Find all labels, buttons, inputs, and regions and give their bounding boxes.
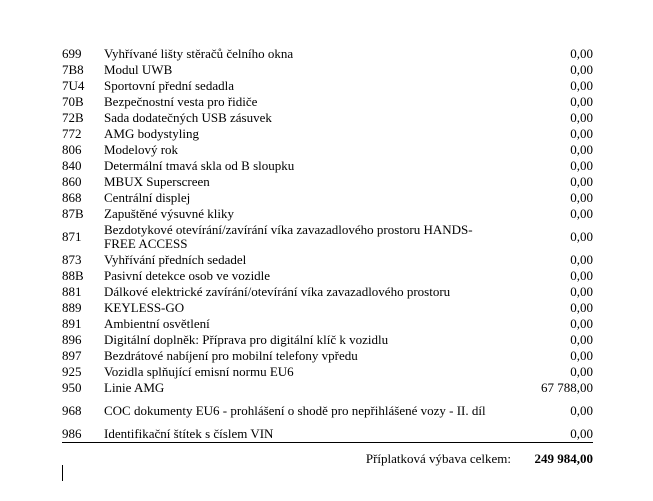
item-code: 968: [62, 403, 82, 418]
item-description: Pasivní detekce osob ve vozidle: [104, 268, 271, 283]
item-price: 0,00: [570, 284, 593, 299]
item-code: 840: [62, 158, 82, 173]
table-row: [62, 426, 593, 443]
item-description: Identifikační štítek s číslem VIN: [104, 426, 508, 443]
table-row: [62, 78, 593, 94]
item-code: 881: [62, 284, 82, 299]
table-row: [62, 396, 593, 426]
item-code: 873: [62, 252, 82, 267]
item-price: 0,00: [570, 62, 593, 77]
item-code: 88B: [62, 268, 84, 283]
item-price: 0,00: [570, 142, 593, 157]
item-code: 925: [62, 364, 82, 379]
table-row: [62, 316, 593, 332]
table-row: [62, 190, 593, 206]
item-code: 7B8: [62, 62, 84, 77]
table-row: [62, 142, 593, 158]
item-price: 0,00: [570, 300, 593, 315]
item-price: 0,00: [570, 126, 593, 141]
table-row: [62, 94, 593, 110]
item-description: Sada dodatečných USB zásuvek: [104, 110, 272, 125]
item-description: MBUX Superscreen: [104, 174, 210, 189]
item-code: 72B: [62, 110, 84, 125]
item-price: 0,00: [570, 158, 593, 173]
item-description: Linie AMG: [104, 380, 165, 395]
table-row: [62, 174, 593, 190]
table-row: [62, 62, 593, 78]
item-code: 806: [62, 142, 82, 157]
item-code: 986: [62, 426, 104, 443]
item-price: 0,00: [570, 403, 593, 418]
table-row: [62, 332, 593, 348]
item-code: 868: [62, 190, 82, 205]
item-price: 0,00: [570, 332, 593, 347]
item-description: Bezdrátové nabíjení pro mobilní telefony vpředu: [104, 348, 358, 363]
table-row: [62, 268, 593, 284]
item-price: 0,00: [570, 174, 593, 189]
item-description: Modul UWB: [104, 62, 173, 77]
item-description: Vyhřívání předních sedadel: [104, 252, 247, 267]
item-description: Sportovní přední sedadla: [104, 78, 234, 93]
item-price: 0,00: [570, 190, 593, 205]
text-cursor[interactable]: [62, 465, 63, 481]
table-row: [62, 252, 593, 268]
item-price: 0,00: [570, 46, 593, 61]
table-row: [62, 46, 593, 62]
item-code: 889: [62, 300, 82, 315]
item-code: 896: [62, 332, 82, 347]
item-description: Vozidla splňující emisní normu EU6: [104, 364, 294, 379]
table-row: [62, 110, 593, 126]
item-description: Ambientní osvětlení: [104, 316, 210, 331]
item-price: 67 788,00: [541, 380, 593, 395]
item-code: 772: [62, 126, 82, 141]
item-code: 7U4: [62, 78, 85, 93]
table-row: [62, 206, 593, 222]
item-price: 0,00: [570, 94, 593, 109]
item-description: COC dokumenty EU6 - prohlášení o shodě pro nepřihlášené vozy - II. díl: [104, 403, 486, 418]
table-row: [62, 158, 593, 174]
item-description: KEYLESS-GO: [104, 300, 185, 315]
item-price: 0,00: [570, 206, 593, 221]
table-row: [62, 364, 593, 380]
item-description: Digitální doplněk: Příprava pro digitální klíč k vozidlu: [104, 332, 389, 347]
table-row: [62, 380, 593, 396]
total-row: [62, 451, 593, 467]
item-code: 891: [62, 316, 82, 331]
item-code: 860: [62, 174, 82, 189]
item-price: 0,00: [570, 78, 593, 93]
table-row: [62, 300, 593, 316]
equipment-table: [62, 46, 593, 443]
table-row: [62, 348, 593, 364]
item-code: 699: [62, 46, 82, 61]
item-description: Bezpečnostní vesta pro řidiče: [104, 94, 258, 109]
total-label: Příplatková výbava celkem:: [365, 451, 511, 466]
item-price: 0,00: [570, 229, 593, 244]
item-code: 87B: [62, 206, 84, 221]
item-price: 0,00: [570, 348, 593, 363]
item-price: 0,00: [570, 364, 593, 379]
item-code: 897: [62, 348, 82, 363]
item-price: 0,00: [570, 252, 593, 267]
item-description: Dálkové elektrické zavírání/otevírání víka zavazadlového prostoru: [104, 284, 451, 299]
item-price: 0,00: [570, 316, 593, 331]
item-price: 0,00: [570, 268, 593, 283]
item-description: Zapuštěné výsuvné kliky: [104, 206, 234, 221]
table-row: [62, 126, 593, 142]
item-description: Vyhřívané lišty stěračů čelního okna: [104, 46, 294, 61]
item-code: 871: [62, 229, 82, 244]
item-code: 950: [62, 380, 82, 395]
total-value: 249 984,00: [534, 451, 593, 466]
item-code: 70B: [62, 94, 84, 109]
item-price: 0,00: [570, 110, 593, 125]
item-description: Determální tmavá skla od B sloupku: [104, 158, 295, 173]
item-description: AMG bodystyling: [104, 126, 199, 141]
item-description: Centrální displej: [104, 190, 191, 205]
table-row: [62, 284, 593, 300]
item-description: Bezdotykové otevírání/zavírání víka zavazadlového prostoru HANDS-FREE ACCESS: [104, 222, 473, 251]
table-row: [62, 222, 593, 252]
item-price: 0,00: [508, 426, 593, 443]
item-description: Modelový rok: [104, 142, 179, 157]
